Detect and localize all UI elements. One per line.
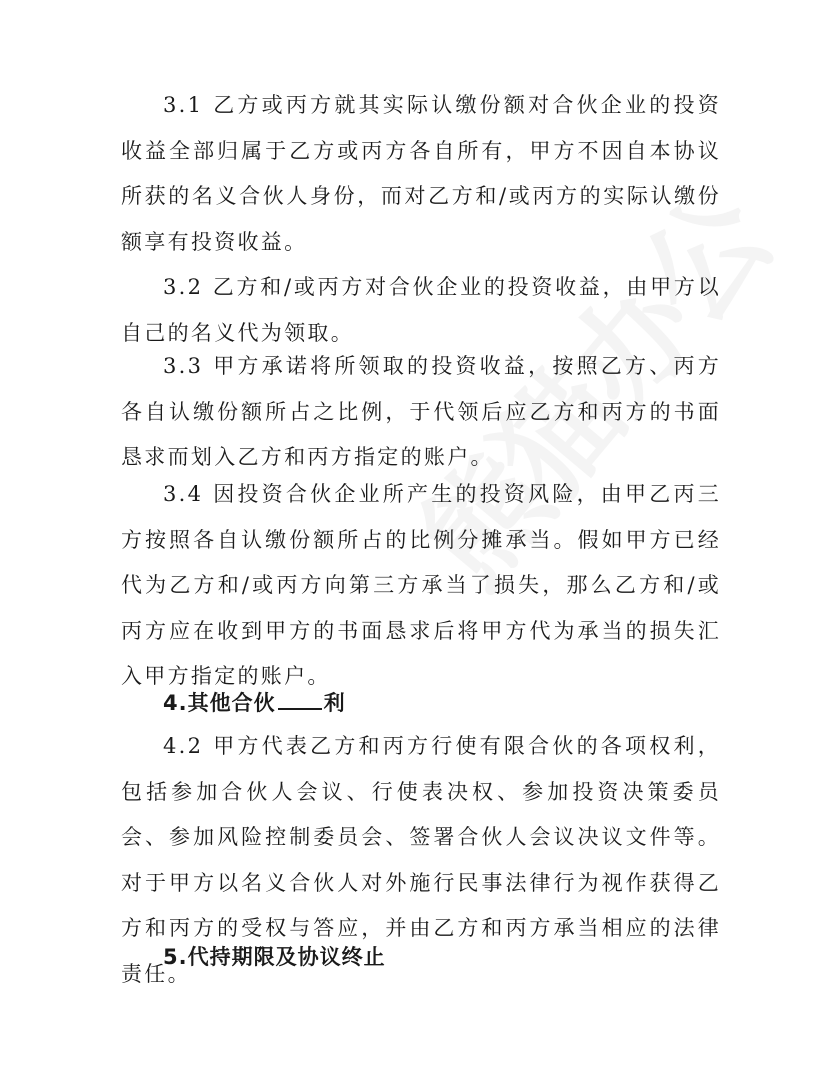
clause-3-2-text: 3.2 乙方和/或丙方对合伙企业的投资收益，由甲方以自己的名义代为领取。 [121,275,721,345]
section-4-heading [163,681,346,726]
clause-3-2 [121,265,721,356]
section-5-heading: 5.代持期限及协议终止 [163,945,386,969]
clause-3-1 [121,83,721,265]
clause-3-1-text: 3.1 乙方或丙方就其实际认缴份额对合伙企业的投资收益全部归属于乙方或丙方各自所有，甲方不因自本协议所获的名义合伙人身份，而对乙方和/或丙方的实际认缴份额享有投资收益。 [121,93,721,254]
clause-4-2-text: 4.2 甲方代表乙方和丙方行使有限合伙的各项权利，包括参加合伙人会议、行使表决权、参加投资决策委员会、参加风险控制委员会、签署合伙人会议决议文件等。对于甲方以名义合伙人对外施行民事法律行为视作获得乙方和丙方的受权与答应，并由乙方和丙方承当相应的法律责任。 [121,734,721,986]
section-4-heading-prefix: 4.其他合伙 [163,691,276,715]
clause-3-4 [121,472,721,700]
section-4-heading-suffix: 利 [323,691,346,715]
clause-3-3 [121,344,721,481]
clause-3-4-text: 3.4 因投资合伙企业所产生的投资风险，由甲乙丙三方按照各自认缴份额所占的比例分摊承当。假如甲方已经代为乙方和/或丙方向第三方承当了损失，那么乙方和/或丙方应在收到甲方的书面恳求后将甲方代为承当的损失汇入甲方指定的账户。 [121,482,721,688]
fill-blank [278,692,322,710]
clause-3-3-text: 3.3 甲方承诺将所领取的投资收益，按照乙方、丙方各自认缴份额所占之比例，于代领后应乙方和丙方的书面恳求而划入乙方和丙方指定的账户。 [121,354,721,469]
